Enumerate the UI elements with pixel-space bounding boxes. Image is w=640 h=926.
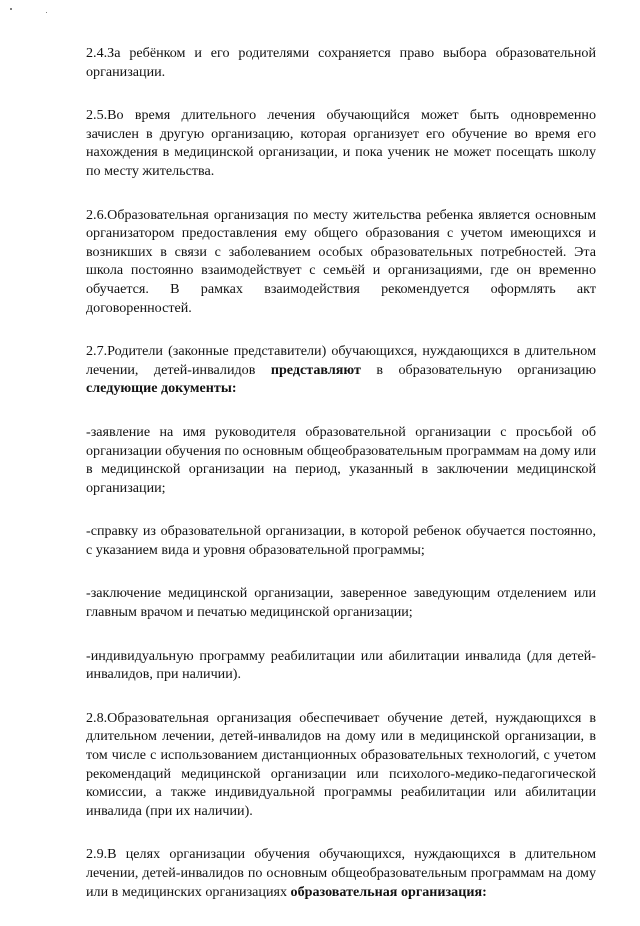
bold-phrase: следующие документы: — [86, 380, 237, 397]
paragraph-text: в образовательную организацию — [360, 361, 597, 378]
scan-speck — [46, 12, 47, 13]
paragraph-2-5: 2.5.Во время длительного лечения обучающийся может быть одновременно зачислен в другую организацию, которая организует его обучение во время его нахождения в медицинской организации, и пока ученик не может посещать школу по месту жительства. — [86, 107, 596, 179]
scan-speck — [10, 8, 12, 10]
paragraph-2-8: 2.8.Образовательная организация обеспечивает обучение детей, нуждающихся в длительном лечении, детей-инвалидов на дому или в медицинской организации, в том числе с использованием дистанционных образовательных технологий, с учетом рекомендаций медицинской организации или психолого-медико-педагогической комиссии, а также индивидуальной программы реабилитации или абилитации инвалида (при их наличии). — [86, 709, 596, 819]
list-item-rehabilitation-program: -индивидуальную программу реабилитации или абилитации инвалида (для детей-инвалидов, при наличии). — [86, 647, 596, 683]
paragraph-2-9 — [86, 845, 596, 901]
paragraph-2-6: 2.6.Образовательная организация по месту жительства ребенка является основным организатором предоставления ему общего образования с учетом имеющихся и возникших в связи с заболеванием особых образовательных потребностей. Эта школа постоянно взаимодействует с семьёй и организациями, где он временно обучается. В рамках взаимодействия рекомендуется оформлять акт договоренностей. — [86, 206, 596, 316]
paragraph-2-4: 2.4.За ребёнком и его родителями сохраняется право выбора образовательной организации. — [86, 45, 596, 80]
document-page — [86, 44, 596, 926]
bold-phrase: представляют — [270, 361, 361, 378]
paragraph-text: 2.9.В целях организации обучения обучающихся, нуждающихся в длительном лечении, детей-инвалидов по основным общеобразовательным программам на дому или в медицинских организациях — [86, 846, 596, 900]
bold-phrase: образовательная организация: — [290, 883, 487, 900]
list-item-certificate: -справку из образовательной организации, в которой ребенок обучается постоянно, с указанием вида и уровня образовательной программы; — [86, 523, 596, 558]
paragraph-2-7 — [86, 342, 596, 398]
list-item-application: -заявление на имя руководителя образовательной организации с просьбой об организации обучения по основным общеобразовательным программам на дому или в медицинской организации на период, указанный в заключении медицинской организации; — [86, 423, 596, 496]
paragraph-text: 2.7.Родители (законные представители) обучающихся, нуждающихся в длительном лечении, детей-инвалидов — [86, 343, 596, 378]
list-item-medical-conclusion: -заключение медицинской организации, заверенное заведующим отделением или главным врачом и печатью медицинской организации; — [86, 585, 596, 621]
